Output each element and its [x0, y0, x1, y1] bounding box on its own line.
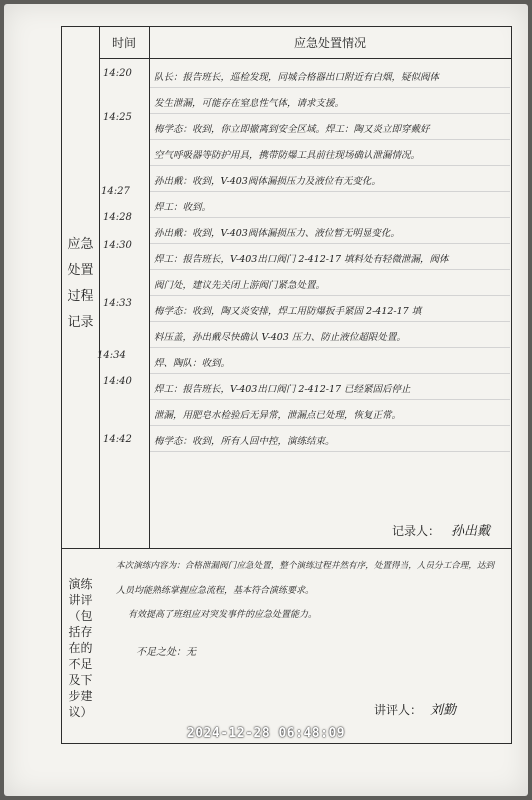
record-line: 焊工：收到。: [154, 202, 212, 213]
record-line: 料压盖，孙出戴尽快确认 V-403 压力、防止液位超限处置。: [154, 332, 406, 343]
review-label-line: 议）: [68, 705, 93, 719]
time-entry: 14:27: [101, 186, 130, 197]
ruled-line: [150, 269, 510, 270]
review-line: 有效提高了班组应对突发事件的应急处置能力。: [128, 610, 318, 620]
record-label-line: 过程: [67, 289, 94, 304]
record-label-line: 应急: [67, 237, 94, 252]
time-entry: 14:33: [103, 298, 132, 309]
review-deficiency: 不足之处：无: [136, 647, 196, 658]
time-column-header: 时间: [111, 36, 136, 50]
time-entry: 14:40: [103, 376, 132, 387]
review-line: 本次演练内容为：合格泄漏阀门应急处置，整个演练过程井然有序，处置得当，人员分工合理，达到: [116, 561, 495, 571]
time-entry: 14:20: [103, 68, 132, 79]
record-label-line: 记录: [67, 315, 94, 330]
time-entry: 14:30: [103, 240, 132, 251]
time-entry: 14:42: [103, 434, 132, 445]
record-section-label: [62, 232, 99, 336]
review-label-line: （包: [68, 609, 93, 623]
review-line: 人员均能熟练掌握应急流程，基本符合演练要求。: [116, 586, 315, 596]
review-label-line: 演练: [68, 577, 93, 591]
ruled-line: [150, 321, 510, 322]
reviewer-signature: 刘勤: [430, 703, 457, 718]
section-divider-line: [61, 548, 512, 549]
recorder-label: 记录人：: [392, 524, 441, 538]
ruled-line: [150, 87, 510, 88]
situation-column-divider: [149, 26, 150, 548]
table-right-border: [511, 26, 512, 744]
ruled-line: [150, 373, 510, 374]
record-line: 梅学态：收到，所有人回中控，演练结束。: [154, 436, 335, 447]
time-entry: 14:34: [97, 350, 126, 361]
review-label-line: 步建: [68, 689, 93, 703]
record-line: 阀门处，建议先关闭上游阀门紧急处置。: [154, 280, 326, 291]
record-line: 梅学态：收到，你立即撤离到安全区域。焊工：陶又炎立即穿戴好: [154, 124, 430, 135]
header-bottom-line: [99, 58, 512, 59]
review-section-label: [62, 576, 99, 720]
ruled-line: [150, 399, 510, 400]
ruled-line: [150, 191, 510, 192]
ruled-line: [150, 295, 510, 296]
record-line: 空气呼吸器等防护用具，携带防爆工具前往现场确认泄漏情况。: [154, 150, 421, 161]
record-line: 队长：报告班长，巡检发现，同城合格器出口附近有白烟，疑似阀体: [154, 72, 440, 83]
review-label-line: 讲评: [68, 593, 93, 607]
table-bottom-border: [61, 743, 512, 744]
table-top-border: [61, 26, 512, 27]
record-line: 焊工：报告班长，V-403出口阀门 2-412-17 已经紧固后停止: [154, 384, 411, 395]
record-line: 泄漏，用肥皂水检验后无异常，泄漏点已处理，恢复正常。: [154, 410, 402, 421]
review-label-line: 在的: [68, 641, 93, 655]
ruled-line: [150, 113, 510, 114]
time-entry: 14:28: [103, 212, 132, 223]
photo-timestamp-watermark: 2024-12-28 06:48:09: [186, 726, 346, 741]
situation-column-header: 应急处置情况: [293, 36, 366, 50]
record-line: 孙出戴：收到，V-403阀体漏损压力、液位暂无明显变化。: [154, 228, 400, 239]
time-entry: 14:25: [103, 112, 132, 123]
record-label-line: 处置: [67, 263, 94, 278]
drill-record-page: [4, 4, 528, 796]
reviewer-label: 讲评人：: [374, 703, 423, 717]
record-line: 梅学态：收到，陶又炎安排，焊工用防爆扳手紧固 2-412-17 填: [154, 306, 422, 317]
ruled-line: [150, 217, 510, 218]
record-line: 发生泄漏，可能存在窒息性气体，请求支援。: [154, 98, 345, 109]
review-label-line: 不足: [68, 657, 93, 671]
ruled-line: [150, 451, 510, 452]
review-label-line: 及下: [68, 673, 93, 687]
ruled-line: [150, 425, 510, 426]
recorder-signature: 孙出戴: [451, 524, 491, 539]
ruled-line: [150, 347, 510, 348]
record-line: 焊工：报告班长，V-403出口阀门 2-412-17 填料处有轻微泄漏，阀体: [154, 254, 449, 265]
review-label-line: 括存: [68, 625, 93, 639]
ruled-line: [150, 165, 510, 166]
ruled-line: [150, 243, 510, 244]
record-line: 焊、陶队：收到。: [154, 358, 231, 369]
record-line: 孙出戴：收到，V-403阀体漏损压力及液位有无变化。: [154, 176, 381, 187]
time-column-divider: [99, 26, 100, 548]
ruled-line: [150, 139, 510, 140]
